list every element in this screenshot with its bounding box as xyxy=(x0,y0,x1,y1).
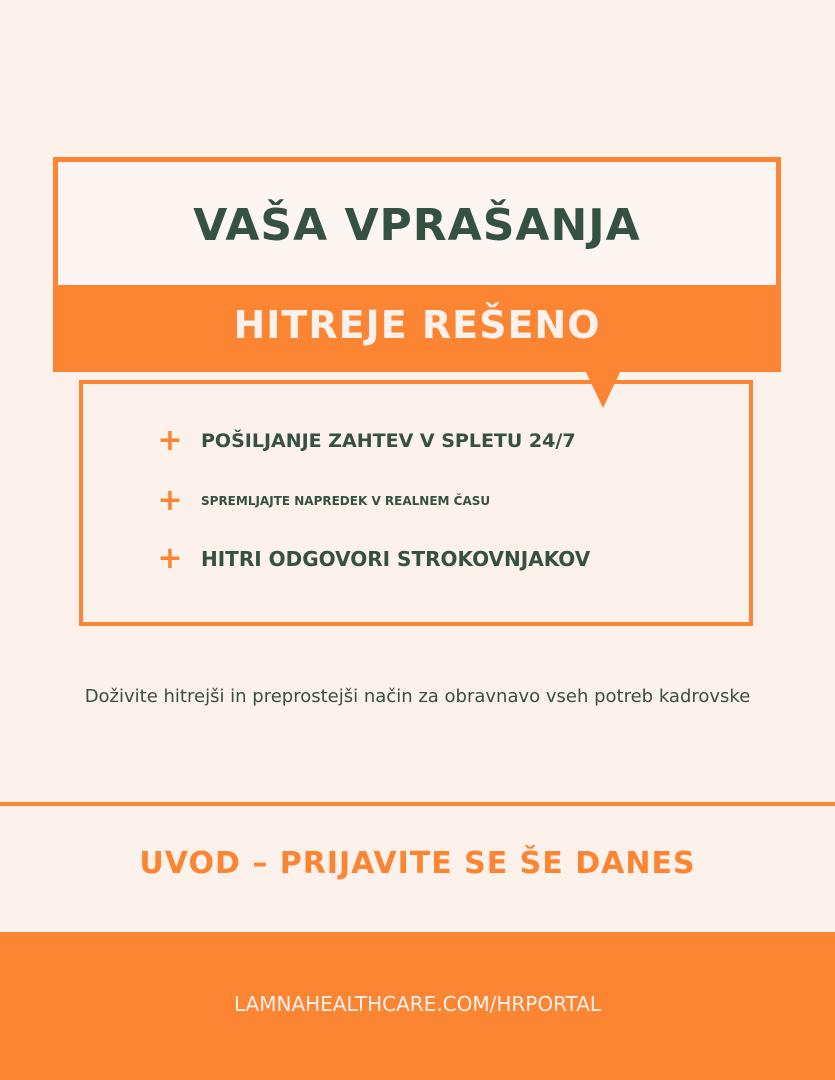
subtitle-band xyxy=(53,285,781,372)
footer-url-link[interactable]: LAMNAHEALTHCARE.COM/HRPORTAL xyxy=(233,992,602,1016)
feature-label: HITRI ODGOVORI STROKOVNJAKOV xyxy=(201,547,591,571)
feature-list xyxy=(79,380,753,626)
footer-band xyxy=(0,932,835,1080)
feature-label: POŠILJANJE ZAHTEV V SPLETU 24/7 xyxy=(201,430,576,452)
title-box xyxy=(53,157,781,367)
cta-heading: UVOD – PRIJAVITE SE ŠE DANES xyxy=(139,846,696,881)
feature-item xyxy=(153,423,576,458)
feature-item xyxy=(153,483,491,518)
page-title: VAŠA VPRAŠANJA xyxy=(193,200,641,251)
divider xyxy=(0,802,835,806)
tagline: Doživite hitrejši in preprostejši način za obravnavo vseh potreb kadrovske xyxy=(84,686,751,707)
feature-label: SPREMLJAJTE NAPREDEK V REALNEM ČASU xyxy=(201,494,491,508)
plus-icon: + xyxy=(157,541,183,576)
plus-icon: + xyxy=(157,483,183,518)
feature-item xyxy=(153,541,591,576)
plus-icon: + xyxy=(157,423,183,458)
page-subtitle: HITREJE REŠENO xyxy=(233,303,601,347)
